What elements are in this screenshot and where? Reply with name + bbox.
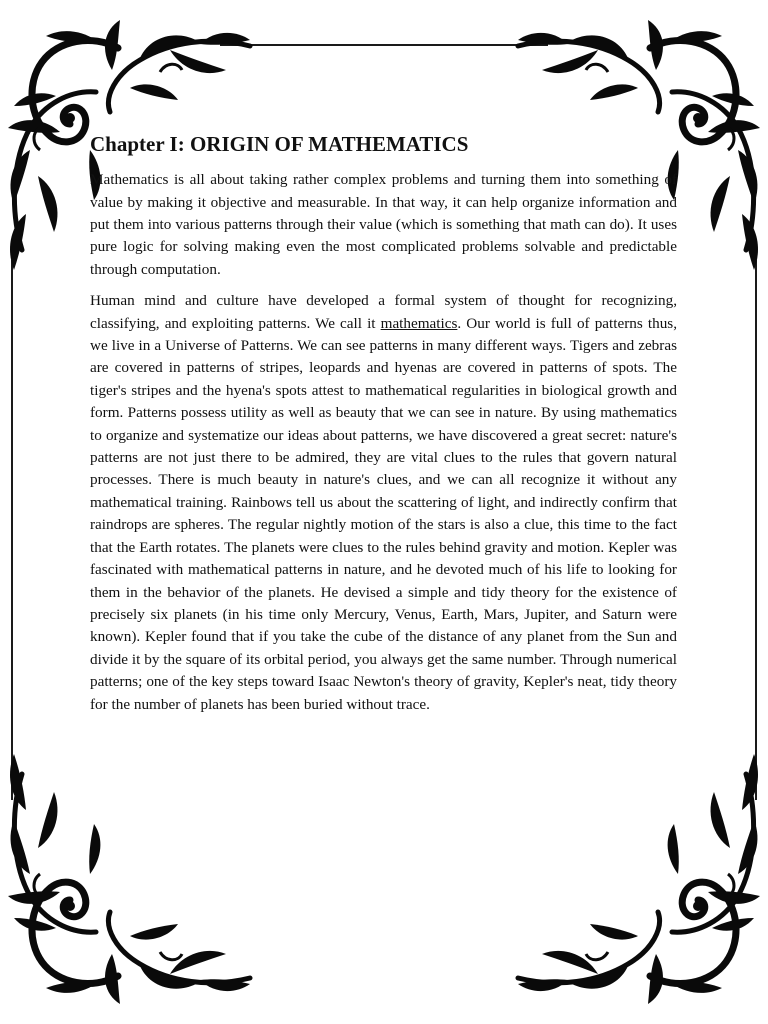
paragraph-1: Mathematics is all about taking rather complex problems and turning them into something of value by making it objective and measurable. In that way, it can help organize information and put them into various patterns through their value (which is something that math can do). It uses pure logic for solving making even the most complicated problems solvable and predictable through computation. (90, 171, 677, 278)
chapter-title: Chapter I: ORIGIN OF MATHEMATICS (90, 132, 469, 156)
document-body (90, 128, 677, 725)
paragraph-2-text-end: . Our world is full of patterns thus, we live in a Universe of Patterns. We can see patterns in many different ways. Tigers and zebras are covered in patterns of stripes, leopards and hyenas are covered in patterns of spots. The tiger's stripes and the hyena's spots attest to mathematical regularities in biological growth and form. Patterns possess utility as well as beauty that we can see in nature. By using mathematics to organize and systematize our ideas about patterns, we have discovered a great secret: nature's patterns are not just there to be admired, they are vital clues to the rules that govern natural processes. There is much beauty in nature's clues, and we can all recognize it without any mathematical training. Rainbows tell us about the scattering of light, and indirectly confirm that raindrops are spheres. The regular nightly motion of the stars is also a clue, this time to the fact that the Earth rotates. The planets were clues to the rules behind gravity and motion. Kepler was fascinated with mathematical patterns in nature, and he devoted much of his life to looking for them in the behavior of the planets. He devised a simple and tidy theory for the existence of precisely six planets (in his time only Mercury, Venus, Earth, Mars, Jupiter, and Saturn were known). Kepler found that if you take the cube of the distance of any planet from the Sun and divide it by the square of its orbital period, you always get the same number. Through numerical patterns; one of the key steps toward Isaac Newton's theory of gravity, Kepler's neat, tidy theory for the number of planets has been buried without trace. (90, 314, 677, 713)
paragraph-2-text-start: Human mind and culture have developed a formal system of thought for recognizing, classifying, and exploiting patterns. We call it (90, 292, 677, 332)
mathematics-link[interactable]: mathematics (380, 314, 458, 332)
paragraph-2 (90, 290, 677, 716)
